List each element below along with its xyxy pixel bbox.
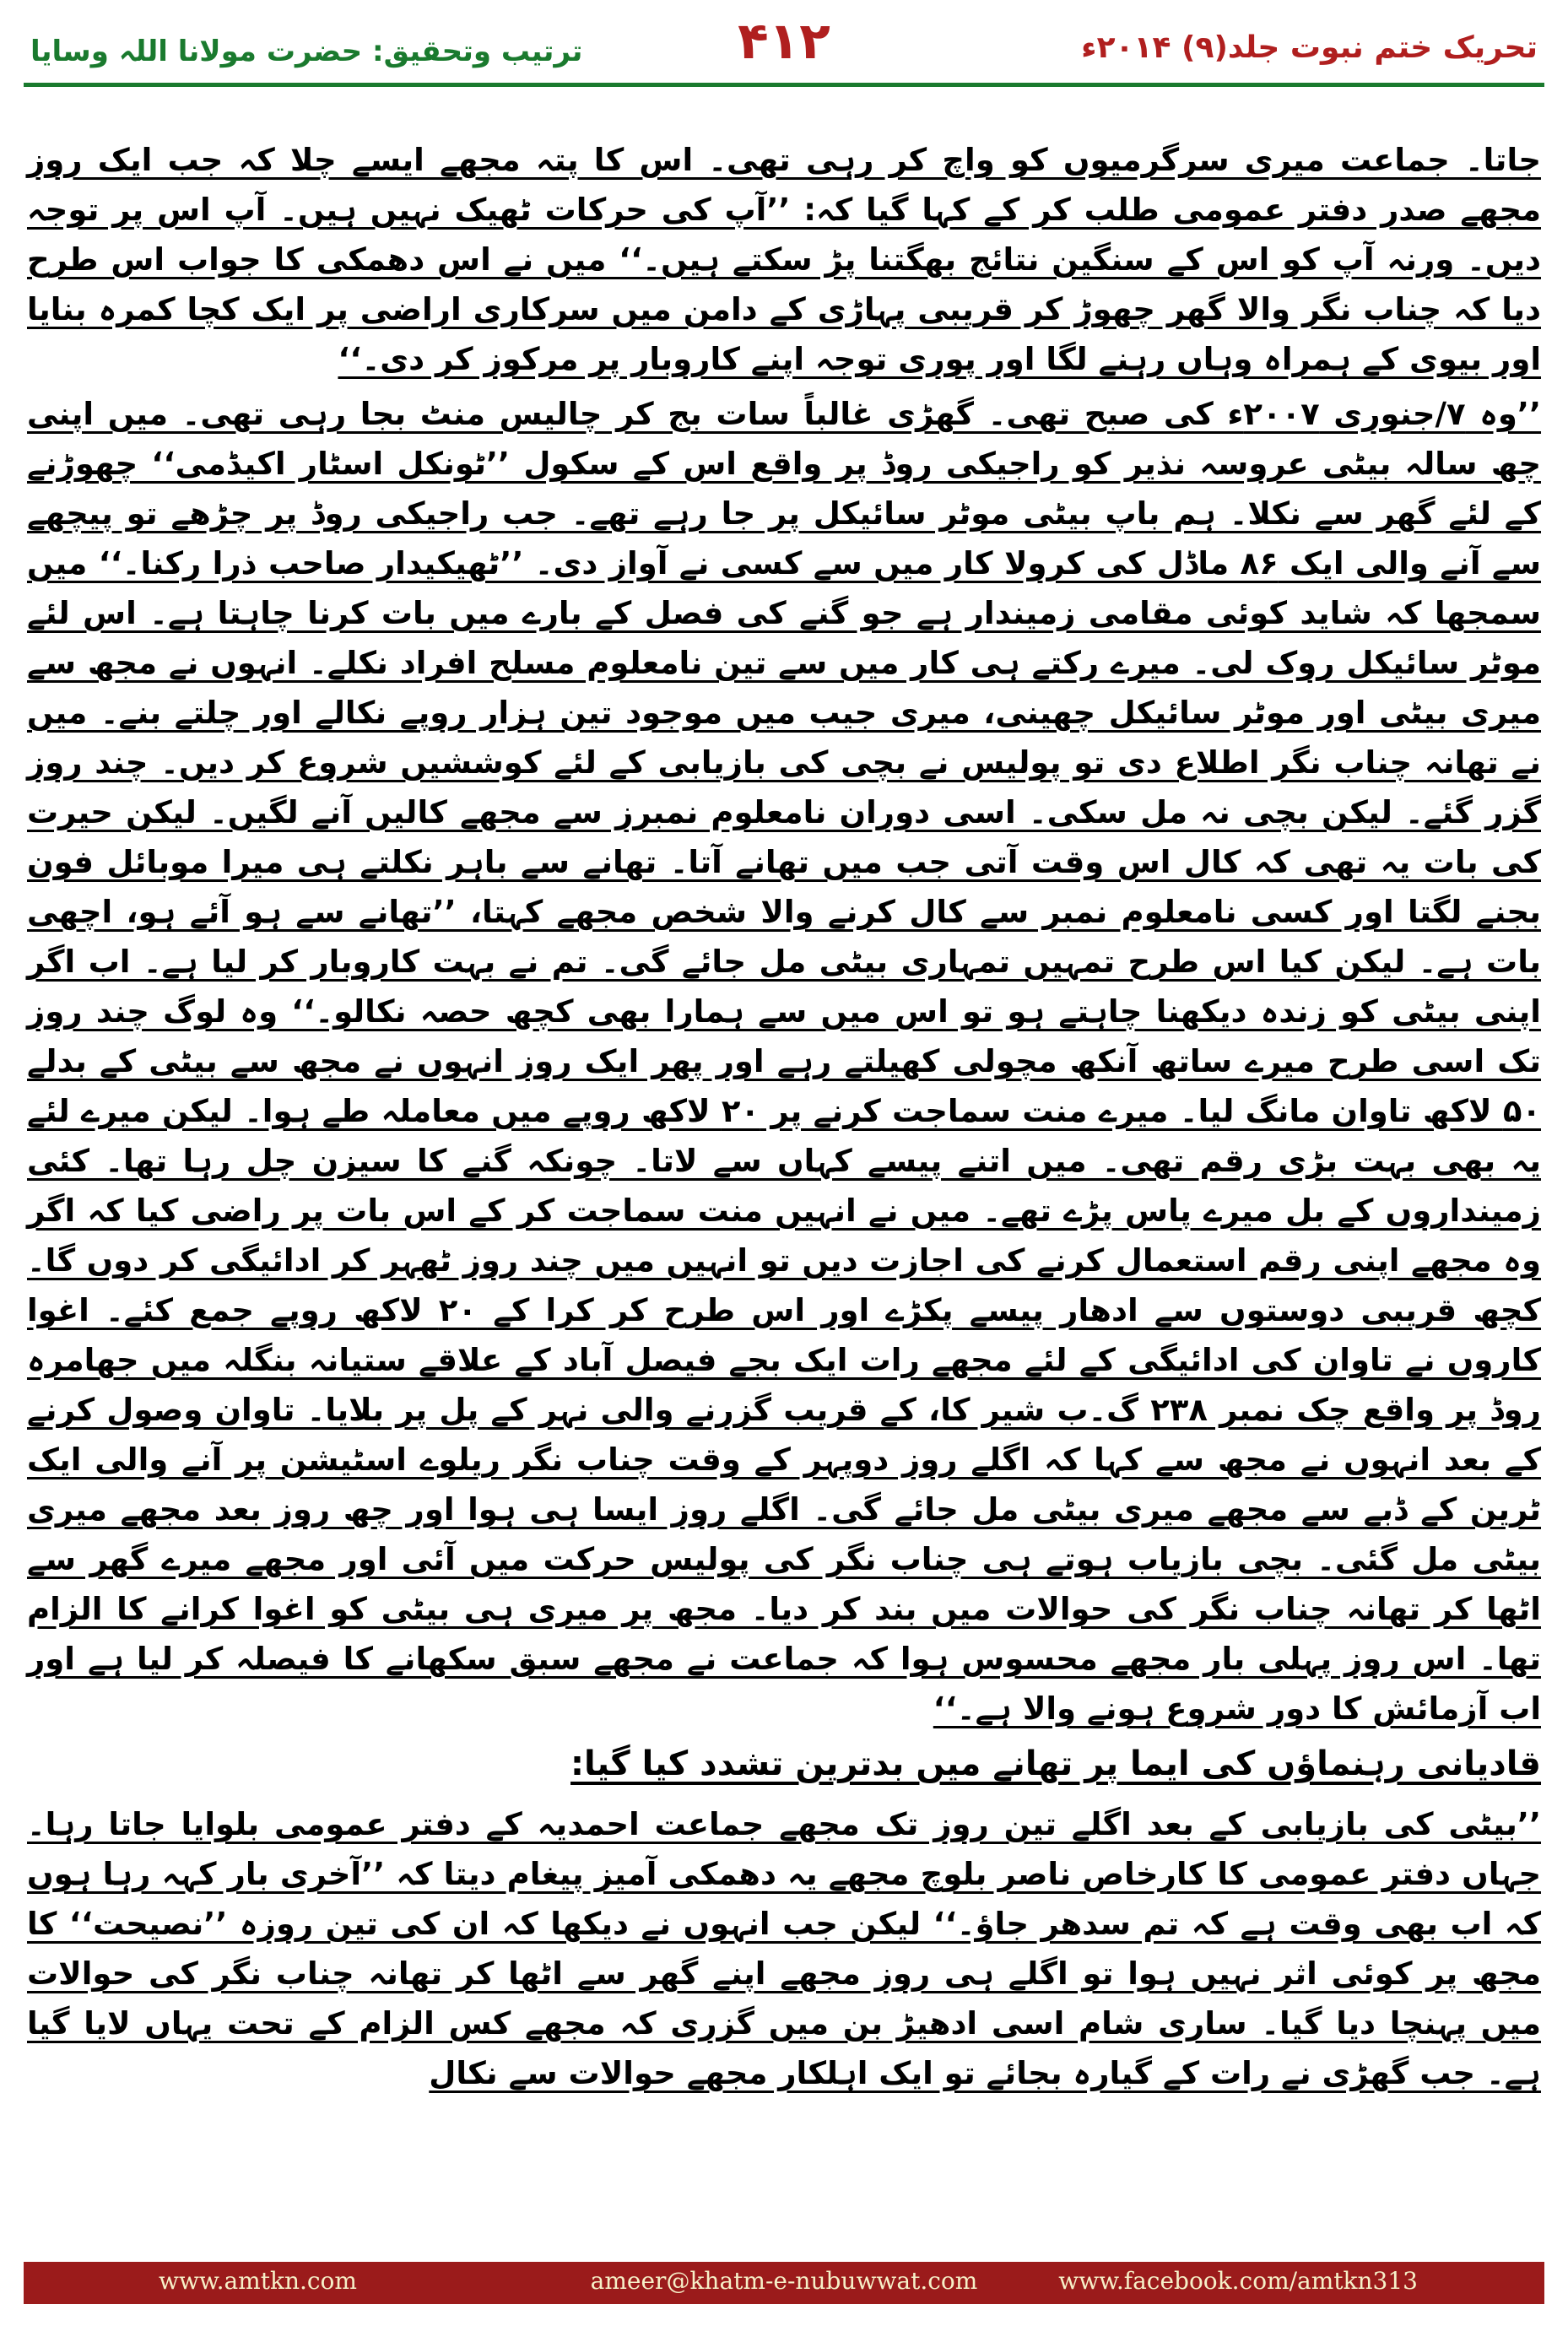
header-divider	[24, 83, 1544, 87]
compiler-credit: ترتیب وتحقیق: حضرت مولانا اللہ وسایا	[30, 35, 583, 68]
page-body	[27, 135, 1541, 2186]
page-header	[0, 0, 1568, 81]
paragraph-2: ’’وہ ۷/جنوری ۲۰۰۷ء کی صبح تھی۔ گھڑی غالباً سات بج کر چالیس منٹ بجا رہی تھی۔ میں اپنی چھ سالہ بیٹی عروسہ نذیر کو راجیکی روڈ پر واقع اس کے سکول ’’ٹونکل اسٹار اکیڈمی‘‘ چھوڑنے کے لئے گھر سے نکلا۔ ہم باپ بیٹی موٹر سائیکل پر جا رہے تھے۔ جب راجیکی روڈ پر چڑھے تو پیچھے سے آنے والی ایک ۸۶ ماڈل کی کرولا کار میں سے کسی نے آواز دی۔ ’’ٹھیکیدار صاحب ذرا رکنا۔‘‘ میں سمجھا کہ شاید کوئی مقامی زمیندار ہے جو گنے کی فصل کے بارے میں بات کرنا چاہتا ہے۔ اس لئے موٹر سائیکل روک لی۔ میرے رکتے ہی کار میں سے تین نامعلوم مسلح افراد نکلے۔ انہوں نے مجھ سے میری بیٹی اور موٹر سائیکل چھینی، میری جیب میں موجود تین ہزار روپے نکالے اور چلتے بنے۔ میں نے تھانہ چناب نگر اطلاع دی تو پولیس نے بچی کی بازیابی کے لئے کوششیں شروع کر دیں۔ چند روز گزر گئے۔ لیکن بچی نہ مل سکی۔ اسی دوران نامعلوم نمبرز سے مجھے کالیں آنے لگیں۔ لیکن حیرت کی بات یہ تھی کہ کال اس وقت آتی جب میں تھانے آتا۔ تھانے سے باہر نکلتے ہی میرا موبائل فون بجنے لگتا اور کسی نامعلوم نمبر سے کال کرنے والا شخص مجھے کہتا، ’’تھانے سے ہو آئے ہو، اچھی بات ہے۔ لیکن کیا اس طرح تمہیں تمہاری بیٹی مل جائے گی۔ تم نے بہت کاروبار کر لیا ہے۔ اب اگر اپنی بیٹی کو زندہ دیکھنا چاہتے ہو تو اس میں سے ہمارا بھی کچھ حصہ نکالو۔‘‘ وہ لوگ چند روز تک اسی طرح میرے ساتھ آنکھ مچولی کھیلتے رہے اور پھر ایک روز انہوں نے مجھ سے بیٹی کے بدلے ۵۰ لاکھ تاوان مانگ لیا۔ میرے منت سماجت کرنے پر ۲۰ لاکھ روپے میں معاملہ طے ہوا۔ لیکن میرے لئے یہ بھی بہت بڑی رقم تھی۔ میں اتنے پیسے کہاں سے لاتا۔ چونکہ گنے کا سیزن چل رہا تھا۔ کئی زمینداروں کے بل میرے پاس پڑے تھے۔ میں نے انہیں منت سماجت کر کے اس بات پر راضی کیا کہ اگر وہ مجھے اپنی رقم استعمال کرنے کی اجازت دیں تو انہیں میں چند روز ٹھہر کر ادائیگی کر دوں گا۔ کچھ قریبی دوستوں سے ادھار پیسے پکڑے اور اس طرح کر کرا کے ۲۰ لاکھ روپے جمع کئے۔ اغوا کاروں نے تاوان کی ادائیگی کے لئے مجھے رات ایک بجے فیصل آباد کے علاقے ستیانہ بنگلہ میں جھامرہ روڈ پر واقع چک نمبر ۲۳۸ گ۔ب شیر کا، کے قریب گزرنے والی نہر کے پل پر بلایا۔ تاوان وصول کرنے کے بعد انہوں نے مجھ سے کہا کہ اگلے روز دوپہر کے وقت چناب نگر ریلوے اسٹیشن پر آنے والی ایک ٹرین کے ڈبے سے مجھے میری بیٹی مل جائے گی۔ اگلے روز ایسا ہی ہوا اور چھ روز بعد مجھے میری بیٹی مل گئی۔ بچی بازیاب ہوتے ہی چناب نگر کی پولیس حرکت میں آئی اور مجھے میرے گھر سے اٹھا کر تھانہ چناب نگر کی حوالات میں بند کر دیا۔ مجھ پر میری ہی بیٹی کو اغوا کرانے کا الزام تھا۔ اس روز پہلی بار مجھے محسوس ہوا کہ جماعت نے مجھے سبق سکھانے کا فیصلہ کر لیا ہے اور اب آزمائش کا دور شروع ہونے والا ہے۔‘‘	[27, 396, 1542, 1727]
section-heading	[27, 1737, 1541, 1791]
page-footer	[24, 2262, 1544, 2304]
email-link[interactable]: ameer@khatm-e-nubuwwat.com	[590, 2267, 978, 2295]
website-link[interactable]: www.amtkn.com	[159, 2267, 357, 2295]
page-number: ۴۱۲	[738, 12, 830, 71]
section-heading-text: قادیانی رہنماؤں کی ایما پر تھانے میں بدترین تشدد کیا گیا:	[570, 1744, 1541, 1783]
paragraph-1: جاتا۔ جماعت میری سرگرمیوں کو واچ کر رہی تھی۔ اس کا پتہ مجھے ایسے چلا کہ جب ایک روز مجھے صدر دفتر عمومی طلب کر کے کہا گیا کہ: ’’آپ کی حرکات ٹھیک نہیں ہیں۔ آپ اس پر توجہ دیں۔ ورنہ آپ کو اس کے سنگین نتائج بھگتنا پڑ سکتے ہیں۔‘‘ میں نے اس دھمکی کا جواب اس طرح دیا کہ چناب نگر والا گھر چھوڑ کر قریبی پہاڑی کے دامن میں سرکاری اراضی پر ایک کچا کمرہ بنایا اور بیوی کے ہمراہ وہاں رہنے لگا اور پوری توجہ اپنے کاروبار پر مرکوز کر دی۔‘‘	[27, 142, 1541, 377]
facebook-link[interactable]: www.facebook.com/amtkn313	[1058, 2267, 1418, 2295]
paragraph-3: ’’بیٹی کی بازیابی کے بعد اگلے تین روز تک مجھے جماعت احمدیہ کے دفتر عمومی بلوایا جاتا رہا۔ جہاں دفتر عمومی کا کارخاص ناصر بلوچ مجھے یہ دھمکی آمیز پیغام دیتا کہ ’’آخری بار کہہ رہا ہوں کہ اب بھی وقت ہے کہ تم سدھر جاؤ۔‘‘ لیکن جب انہوں نے دیکھا کہ ان کی تین روزہ ’’نصیحت‘‘ کا مجھ پر کوئی اثر نہیں ہوا تو اگلے ہی روز مجھے اپنے گھر سے اٹھا کر تھانہ چناب نگر کی حوالات میں پہنچا دیا گیا۔ ساری شام اسی ادھیڑ بن میں گزری کہ مجھے کس الزام کے تحت یہاں لایا گیا ہے۔ جب گھڑی نے رات کے گیارہ بجائے تو ایک اہلکار مجھے حوالات سے نکال	[27, 1806, 1541, 2091]
book-title: تحریک ختم نبوت جلد(۹) ۲۰۱۴ء	[1081, 30, 1538, 65]
